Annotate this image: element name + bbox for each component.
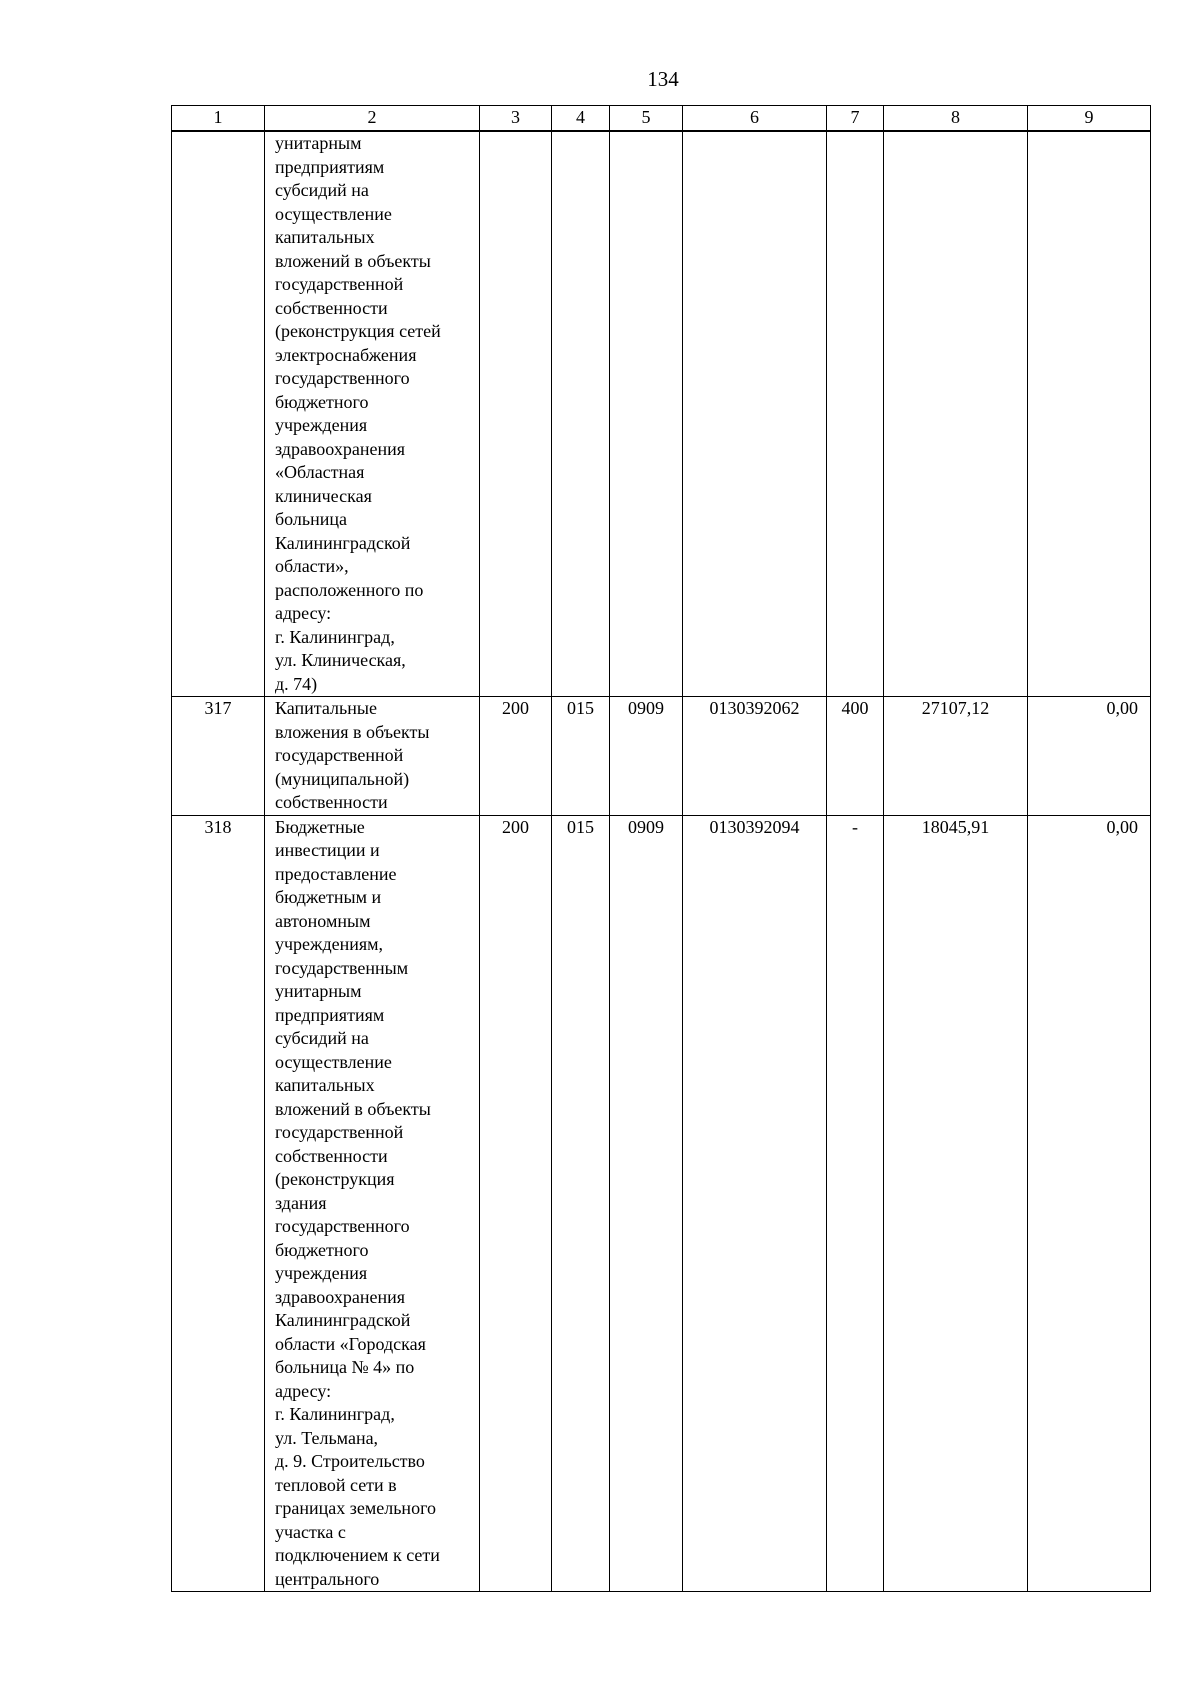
description-line: предоставление (275, 863, 397, 884)
description-line: адресу: (275, 1380, 332, 1401)
cell-col-9 (1028, 131, 1151, 697)
description-line: участка с (275, 1521, 346, 1542)
description-line: субсидий на (275, 1028, 369, 1048)
description-line: (реконструкция (275, 1169, 395, 1189)
cell-col-6 (683, 131, 827, 697)
column-header-3: 3 (480, 106, 552, 132)
description-line: бюджетного (275, 1239, 369, 1260)
description-line: больница № 4» по (275, 1357, 415, 1377)
description-line: (муниципальной) (275, 768, 410, 789)
description-line: (реконструкция сетей (275, 321, 441, 341)
table-row (172, 131, 1151, 697)
column-header-8: 8 (884, 106, 1028, 132)
description-cell (265, 697, 480, 816)
description-line: г. Калининград, (275, 1404, 395, 1424)
row-number-cell: 318 (172, 815, 265, 1592)
description-line: адресу: (275, 603, 332, 623)
description-line: д. 9. Строительство (275, 1451, 425, 1471)
description-line: д. 74) (275, 673, 318, 694)
description-line: Калининградской (275, 1310, 411, 1330)
cell-col-6: 0130392094 (683, 815, 827, 1592)
description-line: ул. Тельмана, (275, 1427, 379, 1448)
cell-col-4 (552, 131, 610, 697)
description-line: государственного (275, 1216, 410, 1236)
cell-col-5 (610, 131, 683, 697)
description-line: вложения в объекты (275, 721, 430, 742)
description-line: унитарным (275, 133, 362, 153)
description-line: учреждениям, (275, 934, 384, 954)
description-line: больница (275, 509, 347, 529)
description-line: границах земельного (275, 1498, 436, 1518)
description-line: унитарным (275, 981, 362, 1001)
description-line: области «Городская (275, 1333, 426, 1354)
description-cell (265, 131, 480, 697)
column-header-6: 6 (683, 106, 827, 132)
description-line: здравоохранения (275, 438, 406, 459)
description-line: предприятиям (275, 1004, 385, 1025)
column-header-5: 5 (610, 106, 683, 132)
cell-col-5: 0909 (610, 697, 683, 816)
cell-col-9: 0,00 (1028, 815, 1151, 1592)
description-line: государственной (275, 274, 404, 294)
description-line: клиническая (275, 485, 372, 506)
row-number-cell (172, 131, 265, 697)
description-line: субсидий на (275, 180, 369, 200)
description-line: собственности (275, 792, 388, 812)
cell-col-3 (480, 131, 552, 697)
row-number-cell: 317 (172, 697, 265, 816)
description-line: области», (275, 556, 349, 576)
description-line: расположенного по (275, 579, 424, 600)
page-number: 134 (647, 67, 679, 91)
description-line: здравоохранения (275, 1286, 406, 1307)
budget-table (171, 105, 1151, 1592)
description-line: бюджетным и (275, 887, 382, 907)
cell-col-3: 200 (480, 815, 552, 1592)
description-line: государственным (275, 957, 409, 978)
description-line: государственной (275, 745, 404, 765)
description-line: вложений в объекты (275, 250, 431, 271)
table-body (172, 131, 1151, 1592)
description-line: государственного (275, 368, 410, 388)
description-line: Капитальные (275, 698, 377, 718)
description-line: учреждения (275, 1263, 368, 1283)
description-line: учреждения (275, 415, 368, 435)
description-line: государственной (275, 1122, 404, 1142)
cell-col-7: - (827, 815, 884, 1592)
description-line: г. Калининград, (275, 626, 395, 647)
description-line: вложений в объекты (275, 1098, 431, 1119)
description-line: инвестиции и (275, 840, 380, 860)
description-line: «Областная (275, 462, 365, 482)
description-line: бюджетного (275, 391, 369, 412)
description-line: подключением к сети (275, 1545, 440, 1565)
column-header-9: 9 (1028, 106, 1151, 132)
description-line: капитальных (275, 227, 375, 247)
column-header-4: 4 (552, 106, 610, 132)
cell-col-4: 015 (552, 697, 610, 816)
description-line: собственности (275, 1145, 388, 1166)
cell-col-8 (884, 131, 1028, 697)
cell-col-8: 18045,91 (884, 815, 1028, 1592)
cell-col-4: 015 (552, 815, 610, 1592)
description-line: тепловой сети в (275, 1474, 397, 1495)
cell-col-5: 0909 (610, 815, 683, 1592)
description-line: автономным (275, 910, 371, 931)
description-line: электроснабжения (275, 344, 417, 365)
description-line: капитальных (275, 1075, 375, 1095)
description-line: собственности (275, 297, 388, 318)
description-line: Бюджетные (275, 816, 365, 837)
column-header-7: 7 (827, 106, 884, 132)
description-line: здания (275, 1192, 327, 1213)
column-header-1: 1 (172, 106, 265, 132)
column-header-2: 2 (265, 106, 480, 132)
cell-col-3: 200 (480, 697, 552, 816)
cell-col-7 (827, 131, 884, 697)
description-cell (265, 815, 480, 1592)
description-line: предприятиям (275, 156, 385, 177)
cell-col-7: 400 (827, 697, 884, 816)
header-row (172, 106, 1151, 132)
description-line: осуществление (275, 203, 392, 224)
table-row (172, 697, 1151, 816)
cell-col-8: 27107,12 (884, 697, 1028, 816)
table-row (172, 815, 1151, 1592)
description-line: ул. Клиническая, (275, 650, 406, 670)
description-line: Калининградской (275, 532, 411, 553)
cell-col-6: 0130392062 (683, 697, 827, 816)
cell-col-9: 0,00 (1028, 697, 1151, 816)
description-line: центрального (275, 1568, 380, 1589)
description-line: осуществление (275, 1051, 392, 1072)
